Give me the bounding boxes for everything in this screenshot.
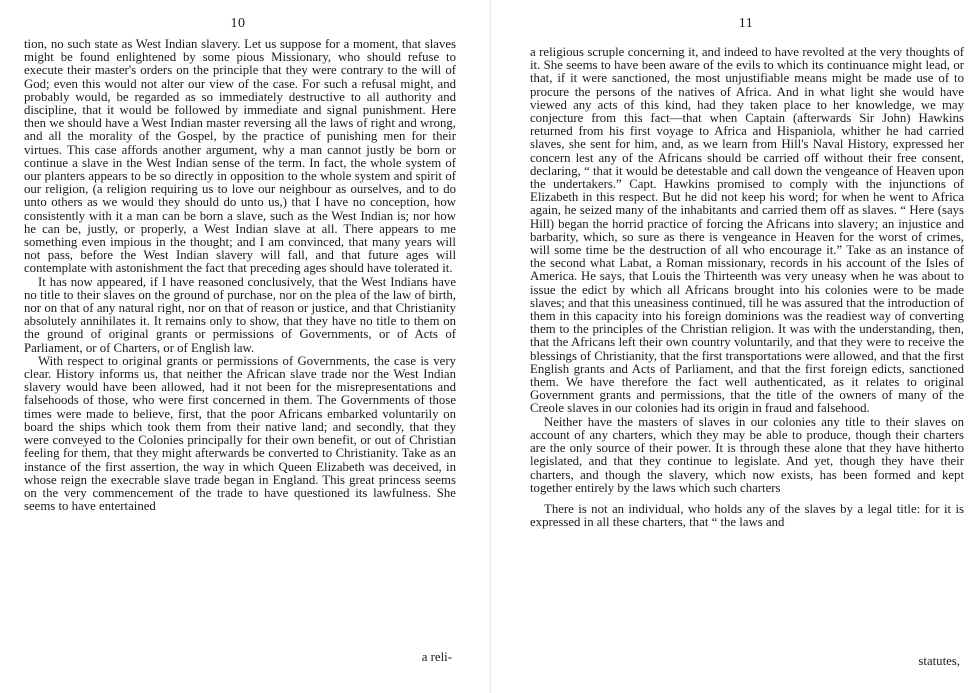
catchword: statutes, bbox=[918, 654, 960, 668]
left-page bbox=[14, 0, 462, 693]
gutter bbox=[490, 0, 491, 693]
page-body bbox=[24, 38, 456, 513]
right-page bbox=[522, 0, 970, 693]
page-number: 10 bbox=[230, 16, 246, 31]
paragraph: There is not an individual, who holds any of the slaves by a legal title: for it is expressed in all these charters, that “ the laws and bbox=[530, 501, 964, 530]
catchword: a reli- bbox=[421, 650, 452, 664]
paragraph: a religious scruple concerning it, and indeed to have revolted at the very thoughts of it. She seems to have been aware of the evils to which its continuance might lead, or that, if it were sanctioned, the most unjustifiable means might be made use of to procure the persons of the natives of Africa. And in what light she would have viewed any acts of this kind, had they taken place to her knowledge, we may conjecture from this fact—that when Captain (afterwards Sir John) Hawkins returned from his first voyage to Africa and Hispaniola, whither he had carried slaves, she sent for him, and, as we learn from Hill's Naval History, expressed her concern lest any of the Africans should be carried off without their free consent, declaring, “ that it would be detestable and call down the vengeance of Heaven upon the undertakers.” Capt. Hawkins promised to comply with the injunctions of Elizabeth in this respect. But he did not keep his word; for when he went to Africa again, he seized many of the inhabitants and carried them off as slaves. “ Here (says Hill) began the horrid practice of forcing the Africans into slavery; an injustice and barbarity, which, so sure as there is vengeance in Heaven for the worst of crimes, will some time be the destruction of all who encourage it.” Take as an instance of the second what Labat, a Roman missionary, records in his account of the Isles of America. He says, that Louis the Thirteenth was very uneasy when he was about to issue the edict by which all Africans brought into his colonies were to be made slaves; and that this uneasiness continued, till he was assured that the introduction of them in this capacity into his foreign dominions was the readiest way of converting them to the principles of the Christian religion. It was with the understanding, then, that the Africans left their own country voluntarily, and that they were to receive the blessings of Christianity, that the first transportations were allowed, and that the first English grants and Acts of Parliament, and that the first foreign edicts, sanctioned them. We have therefore the fact well authenticated, as it relates to original Government grants and permissions, that the title of the owners of many of the Creole slaves in our colonies had its origin in fraud and falsehood. bbox=[530, 45, 964, 416]
page-body bbox=[530, 46, 964, 529]
page-number: 11 bbox=[738, 16, 754, 31]
paragraph: With respect to original grants or permissions of Governments, the case is very clear. History informs us, that neither the African slave trade nor the West Indian slavery would have been allowed, had it not been for the misrepresentations and falsehoods of those, who were first concerned in them. The Governments of those times were made to believe, first, that the poor Africans embarked voluntarily on board the ships which took them from their native land; and secondly, that they were conveyed to the Colonies principally for their own benefit, or out of Christian feeling for them, that they might afterwards be converted to Christianity. Take as an instance of the first assertion, the way in which Queen Elizabeth was deceived, in whose reign the execrable slave trade began in England. This great princess seems on the very commencement of the trade to have questioned its lawfulness. She seems to have entertained bbox=[24, 353, 456, 514]
paragraph: It has now appeared, if I have reasoned conclusively, that the West Indians have no title to their slaves on the ground of purchase, nor on the plea of the law of birth, nor on that of any natural right, nor on that of reason or justice, and that Christianity absolutely annihilates it. It remains only to show, that they have no title to them on the ground of original grants or permissions of Governments, or of Acts of Parliament, or of Charters, or of English law. bbox=[24, 274, 456, 355]
paragraph: Neither have the masters of slaves in our colonies any title to their slaves on account of any charters, which they may be able to produce, though their charters are the only source of their power. It is through these alone that they have hitherto legislated, and that they continue to legislate. And yet, though they have their charters, and though the slavery, which now exists, has been formed and kept together entirely by the laws which such charters bbox=[530, 414, 964, 495]
paragraph: tion, no such state as West Indian slavery. Let us suppose for a moment, that slaves might be found enlightened by some pious Missionary, who should refuse to execute their master's orders on the principle that they were contrary to the will of God; even this would not alter our view of the case. For such a refusal might, and probably would, be regarded as so immediately destructive to all authority and discipline, that it would be followed by immediate and signal punishment. Here then we should have a West Indian master reversing all the laws of right and wrong, and all the morality of the Gospel, by the practice of punishing men for their virtues. This case affords another argument, why a man cannot justly be born or continue a slave in the West Indian sense of the term. In fact, the whole system of our planters appears to be so directly in opposition to the whole system and spirit of our religion, (a religion requiring us to love our neighbour as ourselves, and to do unto others as we would they should do unto us,) that I have no conception, how consistently with it a man can be born a slave, such as the West Indian is; nor how he can be, justly, or properly, a West Indian slave at all. There appears to me something even impious in the thought; and I am convinced, that many years will not pass, before the West Indian slavery will fall, and that future ages will contemplate with astonishment the fact that preceding ages should have tolerated it. bbox=[24, 37, 456, 276]
